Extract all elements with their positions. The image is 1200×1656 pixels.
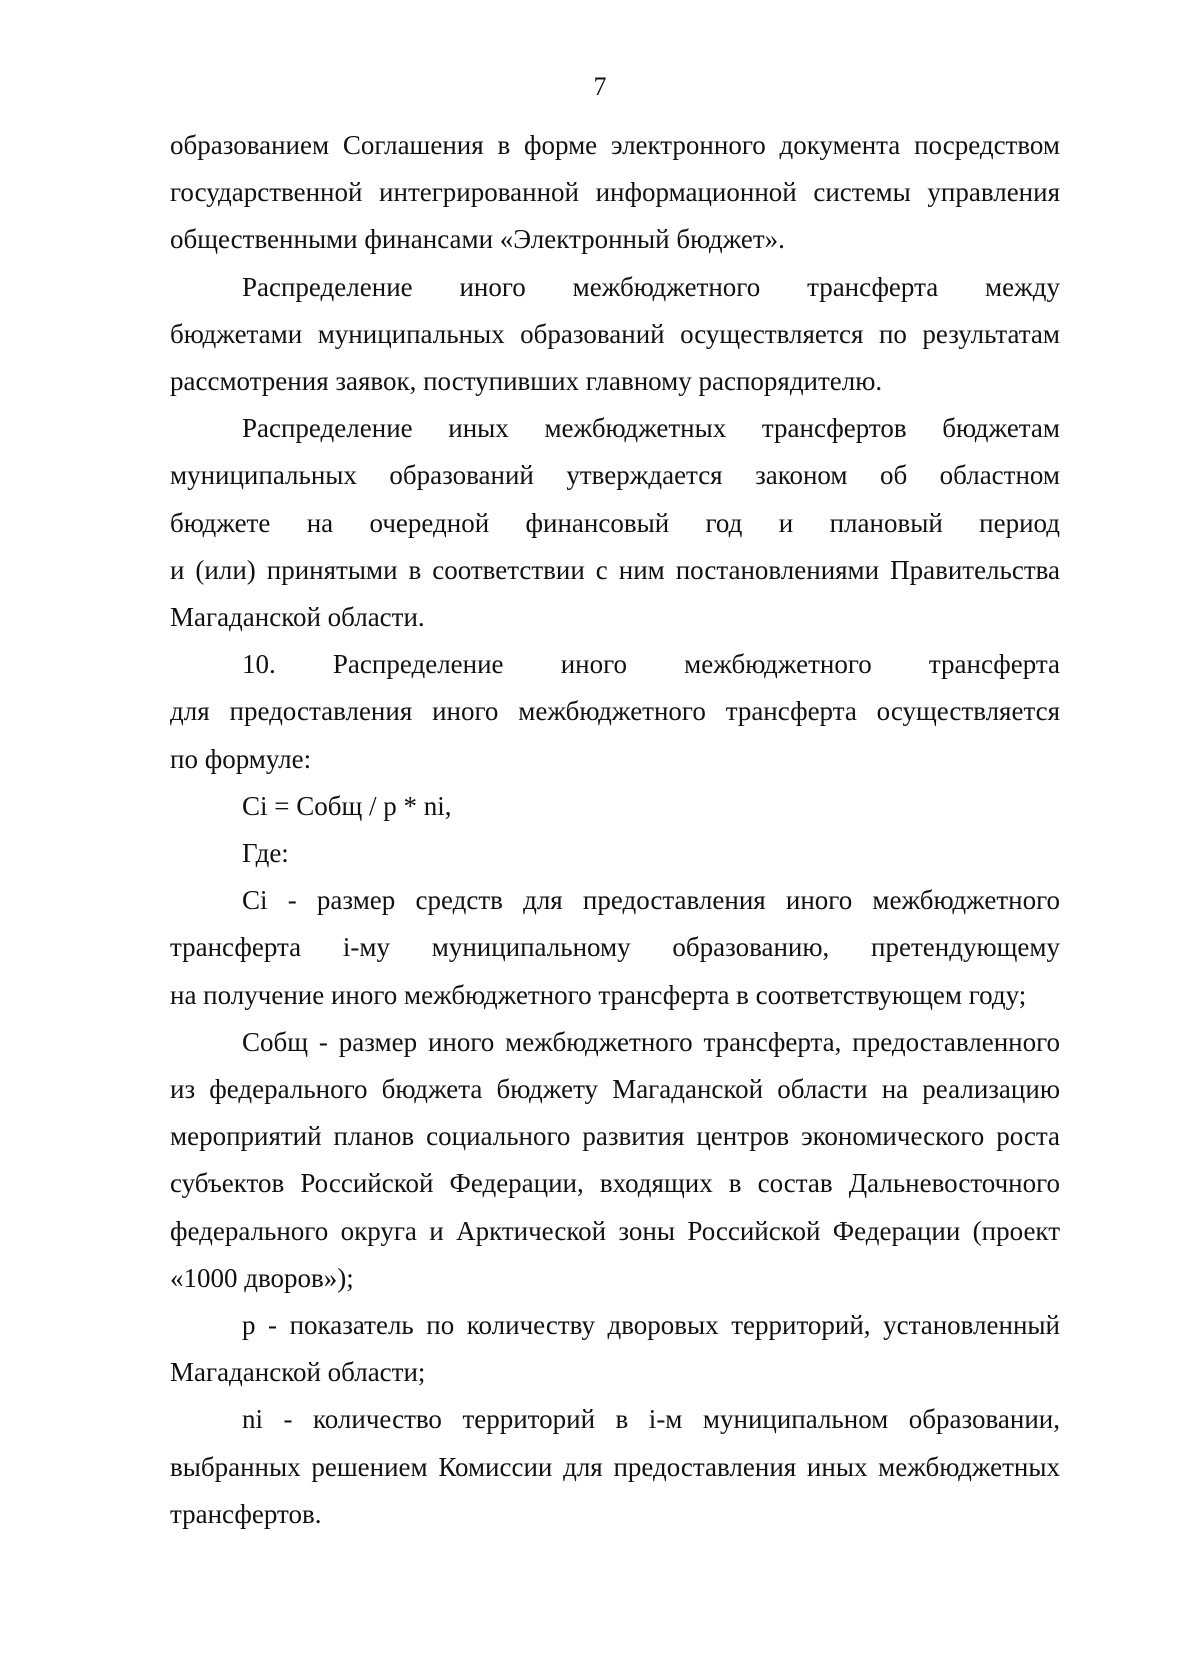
- text-line: из федерального бюджета бюджету Магаданской области на реализацию: [170, 1074, 1060, 1105]
- definition-p: [170, 1302, 1060, 1396]
- definition-ni: [170, 1396, 1060, 1538]
- text-line: образованием Соглашения в форме электронного документа посредством: [170, 130, 1060, 160]
- text-line: «1000 дворов»);: [170, 1262, 354, 1293]
- text-line: p - показатель по количеству дворовых территорий, установленный: [242, 1310, 1060, 1341]
- text-line: мероприятий планов социального развития центров экономического роста: [170, 1121, 1060, 1152]
- where-label: [170, 830, 1060, 877]
- text-line: Магаданской области;: [170, 1357, 426, 1388]
- text-line: Ci - размер средств для предоставления иного межбюджетного: [242, 885, 1060, 916]
- text-line: по формуле:: [170, 743, 312, 774]
- formula: [170, 783, 1060, 830]
- text-line: федерального округа и Арктической зоны Российской Федерации (проект: [170, 1215, 1060, 1246]
- paragraph-2: [170, 264, 1060, 406]
- page-number: 7: [593, 72, 607, 101]
- text-line: трансферта i-му муниципальному образованию, претендующему: [170, 932, 1060, 963]
- text-line: государственной интегрированной информационной системы управления: [170, 177, 1060, 208]
- text-line: рассмотрения заявок, поступивших главному распорядителю.: [170, 366, 883, 397]
- text-line: и (или) принятыми в соответствии с ним постановлениями Правительства: [170, 554, 1060, 585]
- text-line: субъектов Российской Федерации, входящих в состав Дальневосточного: [170, 1168, 1060, 1199]
- formula-line: Ci = Cобщ / p * ni,: [242, 790, 452, 821]
- text-line: бюджете на очередной финансовый год и плановый период: [170, 507, 1060, 538]
- text-line: выбранных решением Комиссии для предоставления иных межбюджетных: [170, 1451, 1060, 1482]
- definition-ci: [170, 877, 1060, 1019]
- paragraph-3: [170, 405, 1060, 641]
- text-line: для предоставления иного межбюджетного трансферта осуществляется: [170, 696, 1060, 727]
- text-line: 10. Распределение иного межбюджетного трансферта: [242, 649, 1060, 680]
- text-line: Распределение иных межбюджетных трансфертов бюджетам: [242, 413, 1060, 444]
- text-line: Где:: [242, 838, 289, 869]
- paragraph-1: [170, 122, 1060, 264]
- document-body: [170, 122, 1060, 1538]
- text-line: муниципальных образований утверждается законом об областном: [170, 460, 1060, 491]
- text-line: Магаданской области.: [170, 602, 425, 633]
- text-line: ni - количество территорий в i-м муниципальном образовании,: [242, 1404, 1060, 1435]
- definition-cobsh: [170, 1019, 1060, 1302]
- text-line: трансфертов.: [170, 1498, 322, 1529]
- text-line: Распределение иного межбюджетного трансферта между: [242, 271, 1060, 302]
- text-line: общественными финансами «Электронный бюджет».: [170, 224, 785, 255]
- text-line: Cобщ - размер иного межбюджетного трансферта, предоставленного: [242, 1026, 1060, 1057]
- paragraph-4: [170, 641, 1060, 783]
- text-line: бюджетами муниципальных образований осуществляется по результатам: [170, 318, 1060, 349]
- text-line: на получение иного межбюджетного трансферта в соответствующем году;: [170, 979, 1027, 1010]
